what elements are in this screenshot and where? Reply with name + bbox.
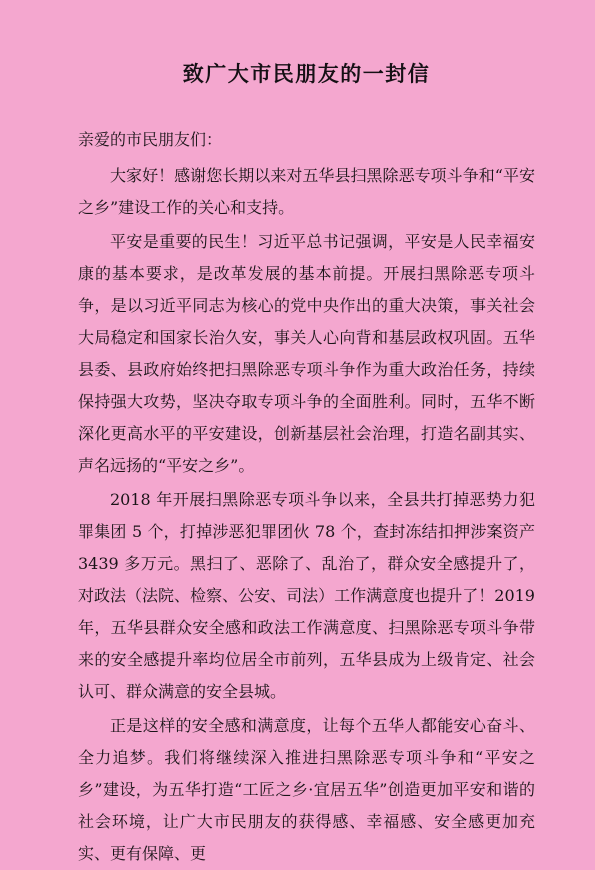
letter-salutation: 亲爱的市民朋友们： (78, 130, 223, 149)
letter-paragraph-3: 2018 年开展扫黑除恶专项斗争以来，全县共打掉恶势力犯罪集团 5 个，打掉涉恶犯罪团伙 78 个，查封冻结扣押涉案资产 3439 多万元。黑扫了、恶除了、乱治了，群众安全感提升了，对政法（法院、检察、公安、司法）工作满意度也提升了！2019 年，五华县群众安全感和政法工作满意度、扫黑除恶专项斗争带来的安全感提升率均位居全市前列，五华县成为上级肯定、社会认可、群众满意的安全县城。 (78, 490, 535, 701)
letter-paragraph-2: 平安是重要的民生！习近平总书记强调，平安是人民幸福安康的基本要求，是改革发展的基本前提。开展扫黑除恶专项斗争，是以习近平同志为核心的党中央作出的重大决策，事关社会大局稳定和国家长治久安，事关人心向背和基层政权巩固。五华县委、县政府始终把扫黑除恶专项斗争作为重大政治任务，持续保持强大攻势，坚决夺取专项斗争的全面胜利。同时，五华不断深化更高水平的平安建设，创新基层社会治理，打造名副其实、声名远扬的“平安之乡”。 (78, 232, 535, 475)
letter-paragraph-4: 正是这样的安全感和满意度，让每个五华人都能安心奋斗、全力追梦。我们将继续深入推进扫黑除恶专项斗争和“平安之乡”建设，为五华打造“工匠之乡·宜居五华”创造更加平安和谐的社会环境，让广大市民朋友的获得感、幸福感、安全感更加充实、更有保障、更 (78, 716, 535, 863)
letter-paragraph-1: 大家好！感谢您长期以来对五华县扫黑除恶专项斗争和“平安之乡”建设工作的关心和支持。 (78, 166, 535, 217)
letter-title: 致广大市民朋友的一封信 (182, 62, 431, 86)
